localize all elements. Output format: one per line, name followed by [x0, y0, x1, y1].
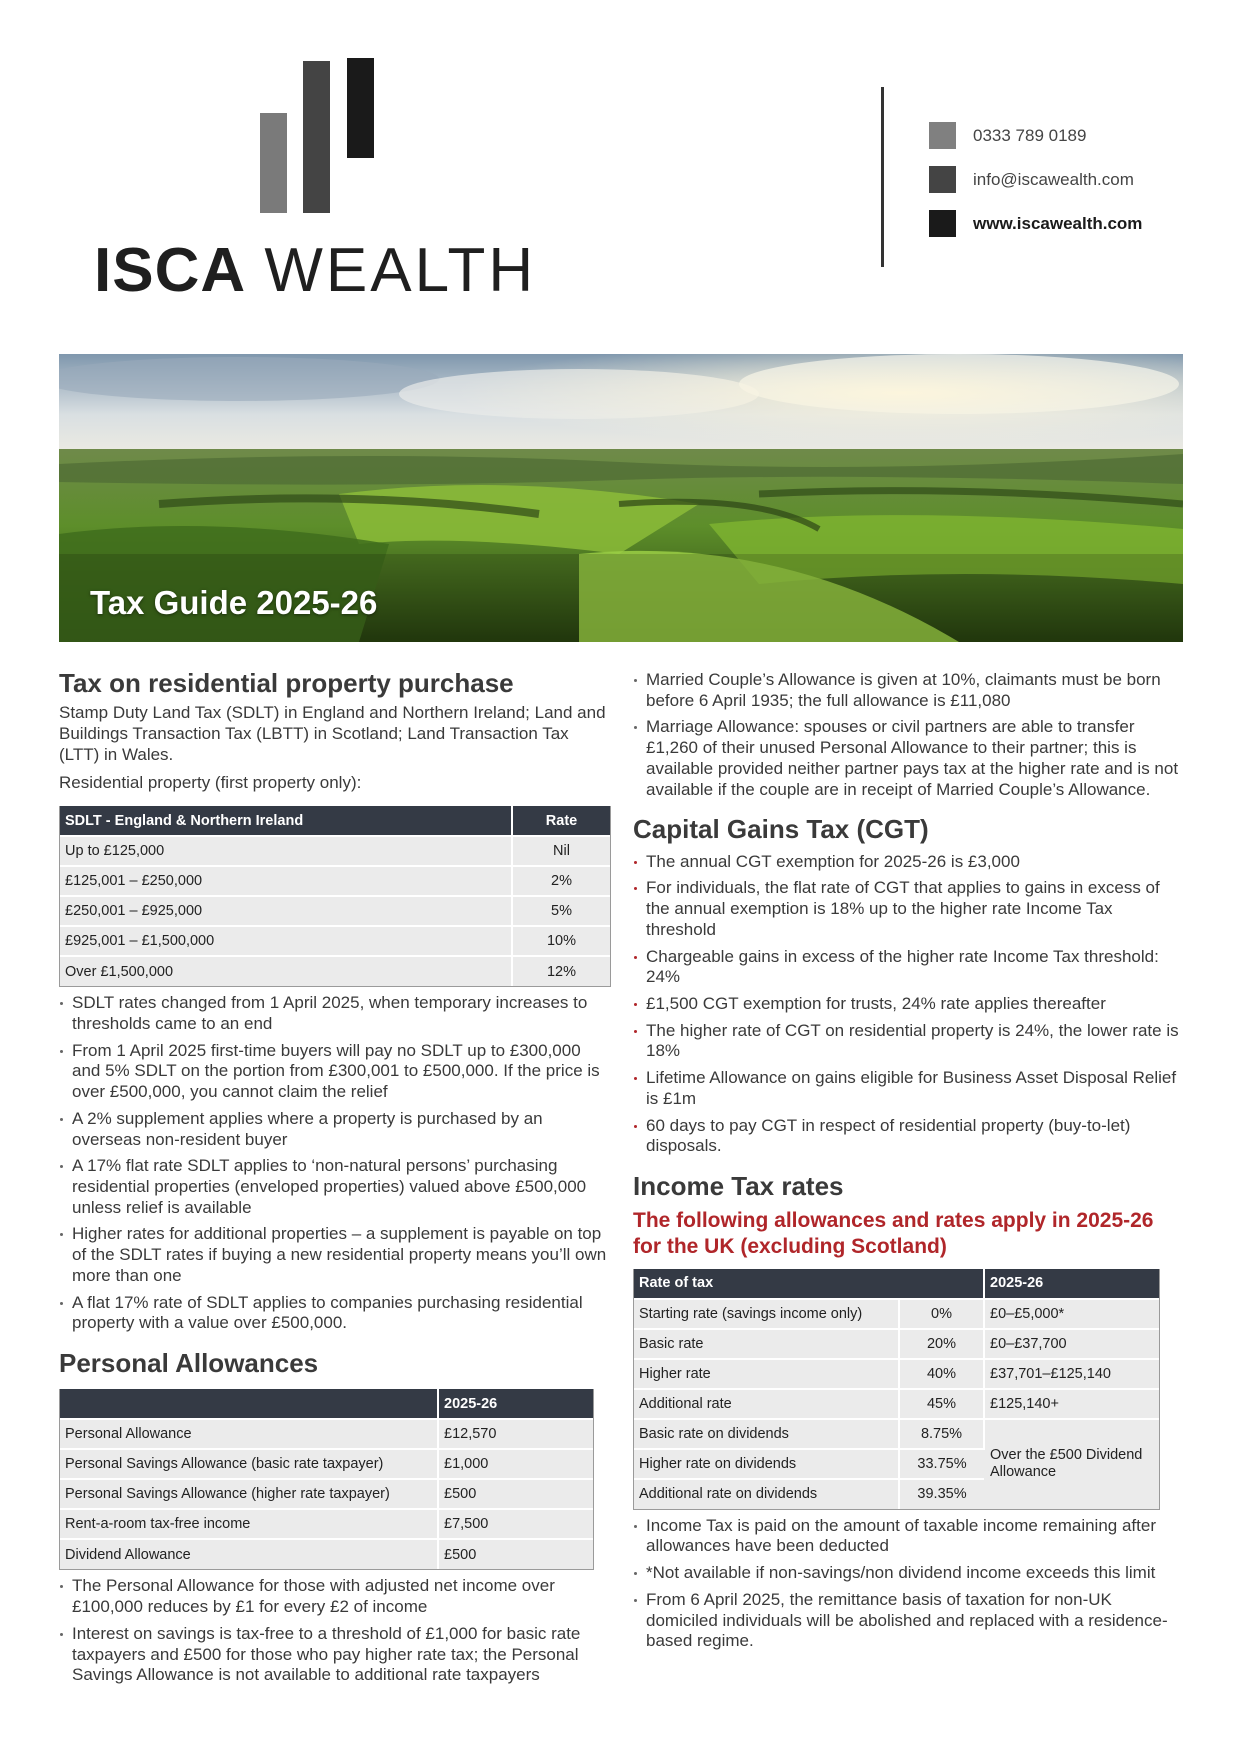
table-cell: 20%	[899, 1329, 984, 1359]
bullet-item: SDLT rates changed from 1 April 2025, when temporary increases to thresholds came to an end	[59, 993, 611, 1034]
table-cell: £0–£37,700	[984, 1329, 1159, 1359]
bullet-item: The annual CGT exemption for 2025-26 is £3,000	[633, 852, 1183, 873]
bullet-item: The Personal Allowance for those with adjusted net income over £100,000 reduces by £1 for every £2 of income	[59, 1576, 611, 1617]
sdlt-heading: Tax on residential property purchase	[59, 668, 514, 698]
logo-word-light: WEALTH	[264, 236, 537, 305]
allowances-heading: Personal Allowances	[59, 1348, 319, 1379]
sdlt-table	[59, 806, 611, 987]
table-row	[60, 1449, 593, 1479]
table-row	[60, 1479, 593, 1509]
bullet-item: Interest on savings is tax-free to a threshold of £1,000 for basic rate taxpayers and £500 for those who pay higher rate tax; the Personal Savings Allowance is not available to additional rate taxpayers	[59, 1624, 611, 1686]
right-column	[633, 670, 1183, 1652]
bullet-item: Chargeable gains in excess of the higher rate Income Tax threshold: 24%	[633, 947, 1183, 988]
table-cell: £7,500	[438, 1509, 593, 1539]
cgt-heading: Capital Gains Tax (CGT)	[633, 814, 929, 845]
table-row	[60, 866, 610, 896]
table-cell: 0%	[899, 1299, 984, 1329]
table-cell: £500	[438, 1539, 593, 1569]
table-cell: £12,570	[438, 1419, 593, 1449]
table-cell: Personal Allowance	[60, 1419, 438, 1449]
hero-title: Tax Guide 2025-26	[90, 584, 378, 621]
table-cell: 8.75%	[899, 1419, 984, 1449]
table-cell: Over £1,500,000	[60, 956, 512, 986]
logo-bar-mid	[347, 58, 374, 158]
bullet-item: A 2% supplement applies where a property is purchased by an overseas non-resident buyer	[59, 1109, 611, 1150]
table-cell: Starting rate (savings income only)	[634, 1299, 899, 1329]
bullet-item: Income Tax is paid on the amount of taxable income remaining after allowances have been deducted	[633, 1516, 1183, 1557]
phone-square-icon	[929, 122, 956, 149]
table-row	[60, 926, 610, 956]
logo-bar-short	[260, 113, 287, 213]
table-cell: 39.35%	[899, 1479, 984, 1509]
sdlt-intro: Stamp Duty Land Tax (SDLT) in England and Northern Ireland; Land and Buildings Transaction Tax (LBTT) in Scotland; Land Transaction Tax (LTT) in Wales.	[59, 703, 606, 764]
table-cell: £500	[438, 1479, 593, 1509]
income-tax-table	[633, 1269, 1160, 1510]
logo-wordmark	[94, 236, 537, 305]
table-cell: Higher rate	[634, 1359, 899, 1389]
allowances-header-blank	[60, 1389, 438, 1419]
income-header-rate: Rate of tax	[634, 1269, 984, 1299]
table-cell: 5%	[512, 896, 610, 926]
table-row	[60, 1419, 593, 1449]
table-row	[634, 1329, 1159, 1359]
bullet-item: *Not available if non-savings/non dividend income exceeds this limit	[633, 1563, 1183, 1584]
logo-bars-icon	[260, 58, 380, 213]
bullet-item: 60 days to pay CGT in respect of residential property (buy-to-let) disposals.	[633, 1116, 1183, 1157]
table-row	[634, 1359, 1159, 1389]
bullet-item: From 6 April 2025, the remittance basis of taxation for non-UK domiciled individuals will be abolished and replaced with a residence-based regime.	[633, 1590, 1183, 1652]
table-cell: Personal Savings Allowance (basic rate taxpayer)	[60, 1449, 438, 1479]
table-cell: Higher rate on dividends	[634, 1449, 899, 1479]
contact-email[interactable]	[929, 166, 1134, 193]
website-square-icon	[929, 210, 956, 237]
table-cell: 10%	[512, 926, 610, 956]
income-tax-bullets	[633, 1516, 1183, 1652]
table-cell: 40%	[899, 1359, 984, 1389]
bullet-item: From 1 April 2025 first-time buyers will pay no SDLT up to £300,000 and 5% SDLT on the portion from £300,001 to £500,000. If the price is over £500,000, you cannot claim the relief	[59, 1041, 611, 1103]
table-row	[60, 1509, 593, 1539]
table-cell: Personal Savings Allowance (higher rate taxpayer)	[60, 1479, 438, 1509]
table-cell: Additional rate on dividends	[634, 1479, 899, 1509]
table-cell: 45%	[899, 1389, 984, 1419]
contact-phone[interactable]	[929, 122, 1086, 149]
bullet-item: Higher rates for additional properties – a supplement is payable on top of the SDLT rates if buying a new residential property means you’ll own more than one	[59, 1224, 611, 1286]
table-cell: £125,140+	[984, 1389, 1159, 1419]
bullet-item: A flat 17% rate of SDLT applies to companies purchasing residential property with a value over £500,000.	[59, 1293, 611, 1334]
table-cell: 2%	[512, 866, 610, 896]
phone-text: 0333 789 0189	[973, 125, 1087, 145]
table-cell: Basic rate	[634, 1329, 899, 1359]
hero-banner	[59, 354, 1183, 642]
logo-bar-tall	[303, 61, 330, 213]
sdlt-bullets	[59, 993, 611, 1334]
table-cell: £250,001 – £925,000	[60, 896, 512, 926]
email-text: info@iscawealth.com	[973, 169, 1134, 189]
table-cell: £125,001 – £250,000	[60, 866, 512, 896]
income-header-year: 2025-26	[984, 1269, 1159, 1299]
dividend-allowance-note: Over the £500 Dividend Allowance	[984, 1419, 1159, 1509]
bullet-item: For individuals, the flat rate of CGT that applies to gains in excess of the annual exemption is 18% up to the higher rate Income Tax threshold	[633, 878, 1183, 940]
allowances-header-year: 2025-26	[438, 1389, 593, 1419]
table-cell: £1,000	[438, 1449, 593, 1479]
header-divider	[881, 87, 884, 267]
table-cell: 33.75%	[899, 1449, 984, 1479]
logo-word-bold: ISCA	[94, 236, 247, 305]
bullet-item: Married Couple’s Allowance is given at 10%, claimants must be born before 6 April 1935; the full allowance is £11,080	[633, 670, 1183, 711]
bullet-item: A 17% flat rate SDLT applies to ‘non-natural persons’ purchasing residential properties (enveloped properties) valued above £500,000 unless relief is available	[59, 1156, 611, 1218]
bullet-item: Marriage Allowance: spouses or civil partners are able to transfer £1,260 of their unused Personal Allowance to their partner; this is available provided neither partner pays tax at the higher rate and is not available if the couple are in receipt of Married Couple’s Allowance.	[633, 717, 1183, 800]
income-tax-heading: Income Tax rates	[633, 1171, 844, 1202]
allowances-table	[59, 1389, 594, 1570]
table-cell: £925,001 – £1,500,000	[60, 926, 512, 956]
table-row	[60, 1539, 593, 1569]
table-cell: Basic rate on dividends	[634, 1419, 899, 1449]
table-cell: Dividend Allowance	[60, 1539, 438, 1569]
sdlt-header-rate: Rate	[512, 806, 610, 836]
table-cell: Rent-a-room tax-free income	[60, 1509, 438, 1539]
contact-website[interactable]	[929, 210, 1142, 237]
sdlt-header-band: SDLT - England & Northern Ireland	[60, 806, 512, 836]
bullet-item: £1,500 CGT exemption for trusts, 24% rate applies thereafter	[633, 994, 1183, 1015]
allowances-bullets	[59, 1576, 611, 1686]
email-square-icon	[929, 166, 956, 193]
bullet-item: The higher rate of CGT on residential property is 24%, the lower rate is 18%	[633, 1021, 1183, 1062]
bullet-item: Lifetime Allowance on gains eligible for Business Asset Disposal Relief is £1m	[633, 1068, 1183, 1109]
table-row	[60, 956, 610, 986]
table-cell: Nil	[512, 836, 610, 866]
table-cell: Up to £125,000	[60, 836, 512, 866]
table-cell: £0–£5,000*	[984, 1299, 1159, 1329]
table-row	[60, 896, 610, 926]
allowances-bullets-right	[633, 670, 1183, 800]
table-row	[634, 1299, 1159, 1329]
website-text: www.iscawealth.com	[973, 213, 1143, 233]
table-row	[60, 836, 610, 866]
table-cell: 12%	[512, 956, 610, 986]
table-row	[634, 1389, 1159, 1419]
left-column	[59, 668, 611, 1686]
table-cell: £37,701–£125,140	[984, 1359, 1159, 1389]
cgt-bullets	[633, 852, 1183, 1158]
income-tax-subheading: The following allowances and rates apply in 2025-26 for the UK (excluding Scotland)	[633, 1209, 1154, 1258]
sdlt-note: Residential property (first property only):	[59, 773, 362, 793]
table-row	[634, 1419, 1159, 1449]
table-cell: Additional rate	[634, 1389, 899, 1419]
